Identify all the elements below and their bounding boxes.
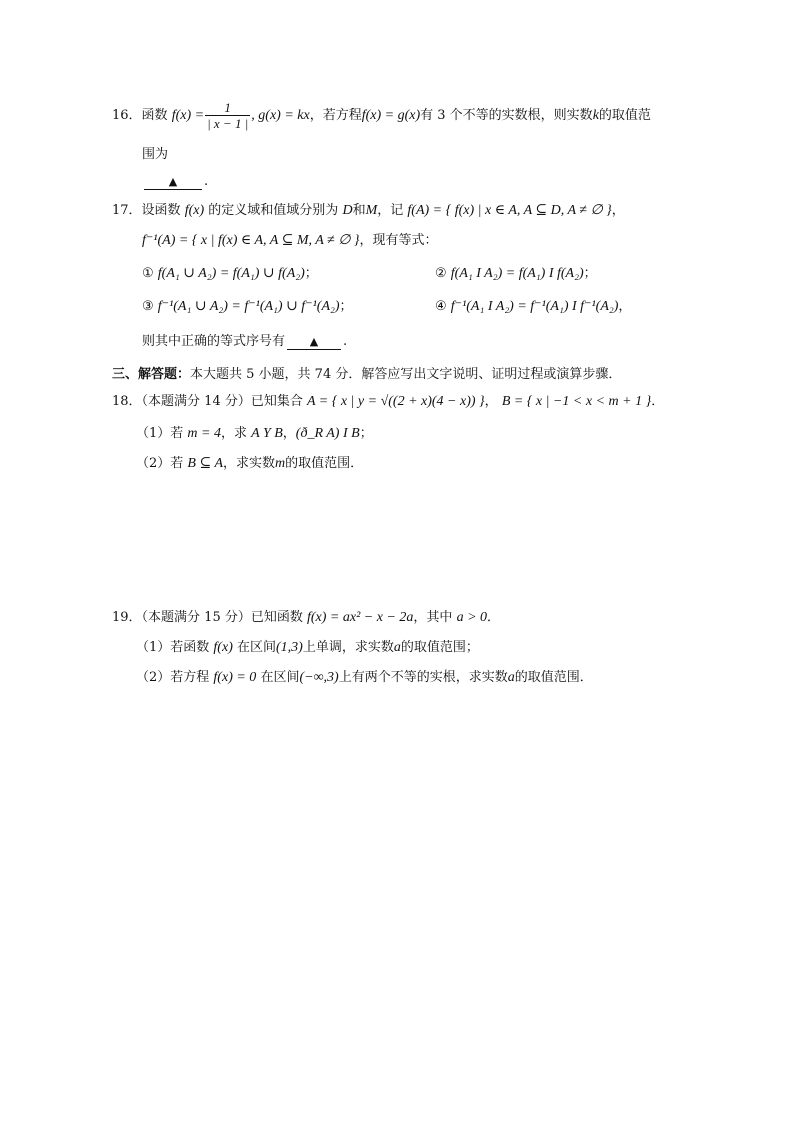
q17-ask: 则其中正确的等式序号有: [142, 334, 286, 349]
q19-p2-var: a: [507, 670, 515, 685]
q17-answer-blank: [287, 335, 341, 350]
q17-options-row2-col2: [435, 298, 631, 316]
q17-option3-label: ③: [142, 299, 154, 314]
q17-line1: [112, 202, 625, 220]
q18-part2: [136, 455, 363, 473]
q18-line1: [112, 393, 664, 411]
q17-option1-label: ①: [142, 266, 154, 281]
q18-p2-end: 的取值范围．: [285, 456, 364, 471]
q17-mid: 的定义域和值域分别为: [208, 203, 339, 218]
q16-continuation: 围为: [142, 147, 169, 162]
q19-fdef: f(x) = ax² − x − 2a: [307, 610, 414, 625]
q16-mid: ，若方程: [309, 108, 362, 123]
q19-p1-f: f(x): [213, 640, 233, 655]
q18-p2-label: （2）若: [136, 456, 184, 471]
q17-definition-finv: f⁻¹(A) = { x | f(x) ∈ A, A ⊆ M, A ≠ ∅ }: [142, 233, 360, 248]
q16-number: 16．: [112, 108, 142, 123]
q17-and: 和: [352, 203, 366, 218]
q18-part1: [136, 425, 373, 443]
q18-p1-end: ；: [359, 426, 373, 441]
q16-equation: f(x) = g(x): [361, 108, 421, 123]
q19-cond: a > 0: [456, 610, 488, 625]
q16-frac-denominator: | x − 1 |: [207, 116, 249, 131]
q17-lead: 设函数: [141, 203, 181, 218]
q18-end: ．: [651, 394, 665, 409]
q16-lead: 函数: [141, 108, 168, 123]
q18-p1-expr2: (ð_R A) I B: [295, 426, 360, 441]
q18-sep: ，: [484, 394, 498, 409]
q18-p2-cond: B ⊆ A: [187, 456, 224, 471]
q17-option3: f⁻¹(A₁ ∪ A₂) = f⁻¹(A₁) ∪ f⁻¹(A₂): [157, 299, 340, 314]
section3-text: 本大题共 5 小题，共 74 分．解答应写出文字说明、证明过程或演算步骤．: [190, 367, 622, 382]
q17-fx: f(x): [184, 203, 205, 218]
q18-p2-mid: ，求实数: [223, 456, 276, 471]
q17-end1: ，: [611, 203, 625, 218]
q19-p1-end: 的取值范围；: [400, 640, 479, 655]
q17-option2-label: ②: [435, 266, 447, 281]
q18-p1-label: （1）若: [136, 426, 184, 441]
section3-label: 三、解答题：: [112, 367, 191, 382]
q17-option2-end: ；: [583, 266, 597, 281]
q18-p1-mid: ，求: [220, 426, 247, 441]
q19-number: 19．: [112, 610, 142, 625]
q16-line2: [142, 146, 168, 164]
q19-p1-mid2: 上单调，求实数: [302, 640, 394, 655]
q19-p2-end: 的取值范围．: [514, 670, 593, 685]
q19-p2-eq: f(x) = 0: [213, 670, 257, 685]
q16-line1: [112, 100, 651, 131]
q17-options-row2: [142, 298, 353, 316]
q19-p1-label: （1）若函数: [136, 640, 210, 655]
q17-domain-D: D: [342, 203, 353, 218]
q19-p2-mid2: 上有两个不等的实根，求实数: [338, 670, 508, 685]
q19-p2-mid: 在区间: [260, 670, 300, 685]
q19-p1-mid: 在区间: [237, 640, 277, 655]
q17-number: 17．: [112, 203, 142, 218]
q18-setA: A = { x | y = √((2 + x)(4 − x)) }: [307, 394, 485, 409]
section3-heading: [112, 366, 621, 384]
q19-p2-interval: (−∞,3): [299, 670, 339, 685]
q16-line3: [142, 173, 208, 191]
q17-option1-end: ；: [304, 266, 318, 281]
triangle-icon: ▲: [168, 175, 178, 188]
q18-p1-expr1: A Y B: [251, 426, 283, 441]
q19-part1: [136, 639, 479, 657]
q19-p2-label: （2）若方程: [136, 670, 210, 685]
q19-part2: [136, 669, 593, 687]
q17-line-ask: [142, 333, 347, 351]
q17-comma: ，记: [377, 203, 404, 218]
q16-f-lhs: f(x) =: [171, 108, 205, 123]
q16-fraction: [205, 100, 250, 131]
q19-p1-var: a: [393, 640, 401, 655]
q16-tail: 的取值范: [598, 108, 651, 123]
q17-option3-end: ；: [339, 299, 353, 314]
q17-option4-label: ④: [435, 299, 447, 314]
q18-setB: B = { x | −1 < x < m + 1 }: [501, 394, 652, 409]
q19-score: （本题满分 15 分）已知函数: [141, 610, 303, 625]
q17-end2: ，现有等式：: [359, 233, 438, 248]
q18-p1-cond: m = 4: [187, 426, 221, 441]
q17-options-row1-col2: [435, 265, 597, 283]
q16-answer-blank: [144, 175, 202, 190]
q17-option4: f⁻¹(A₁ I A₂) = f⁻¹(A₁) I f⁻¹(A₂): [450, 299, 619, 314]
q17-option1: f(A₁ ∪ A₂) = f(A₁) ∪ f(A₂): [157, 266, 305, 281]
q16-k: k: [592, 108, 599, 123]
triangle-icon: ▲: [309, 335, 319, 348]
q17-end: .: [343, 334, 348, 349]
q19-p1-interval: (1,3): [276, 640, 303, 655]
q18-score: （本题满分 14 分）已知集合: [141, 394, 303, 409]
q18-p2-var: m: [275, 456, 286, 471]
q16-end: .: [204, 174, 209, 189]
q19-line1: [112, 609, 500, 627]
q17-option2: f(A₁ I A₂) = f(A₁) I f(A₂): [450, 266, 584, 281]
q18-number: 18．: [112, 394, 142, 409]
q17-definition-f: f(A) = { f(x) | x ∈ A, A ⊆ D, A ≠ ∅ }: [407, 203, 612, 218]
q18-p1-sep: ，: [282, 426, 296, 441]
q16-g-def: , g(x) = kx: [251, 108, 310, 123]
q19-end: ．: [487, 610, 501, 625]
q19-mid: ，其中: [413, 610, 453, 625]
q17-line2: [142, 232, 438, 250]
q17-option4-end: ，: [618, 299, 632, 314]
q16-mid2: 有 3 个不等的实数根，则实数: [420, 108, 593, 123]
q17-options-row1: [142, 265, 318, 283]
q17-range-M: M: [365, 203, 378, 218]
q16-frac-numerator: 1: [205, 100, 250, 116]
